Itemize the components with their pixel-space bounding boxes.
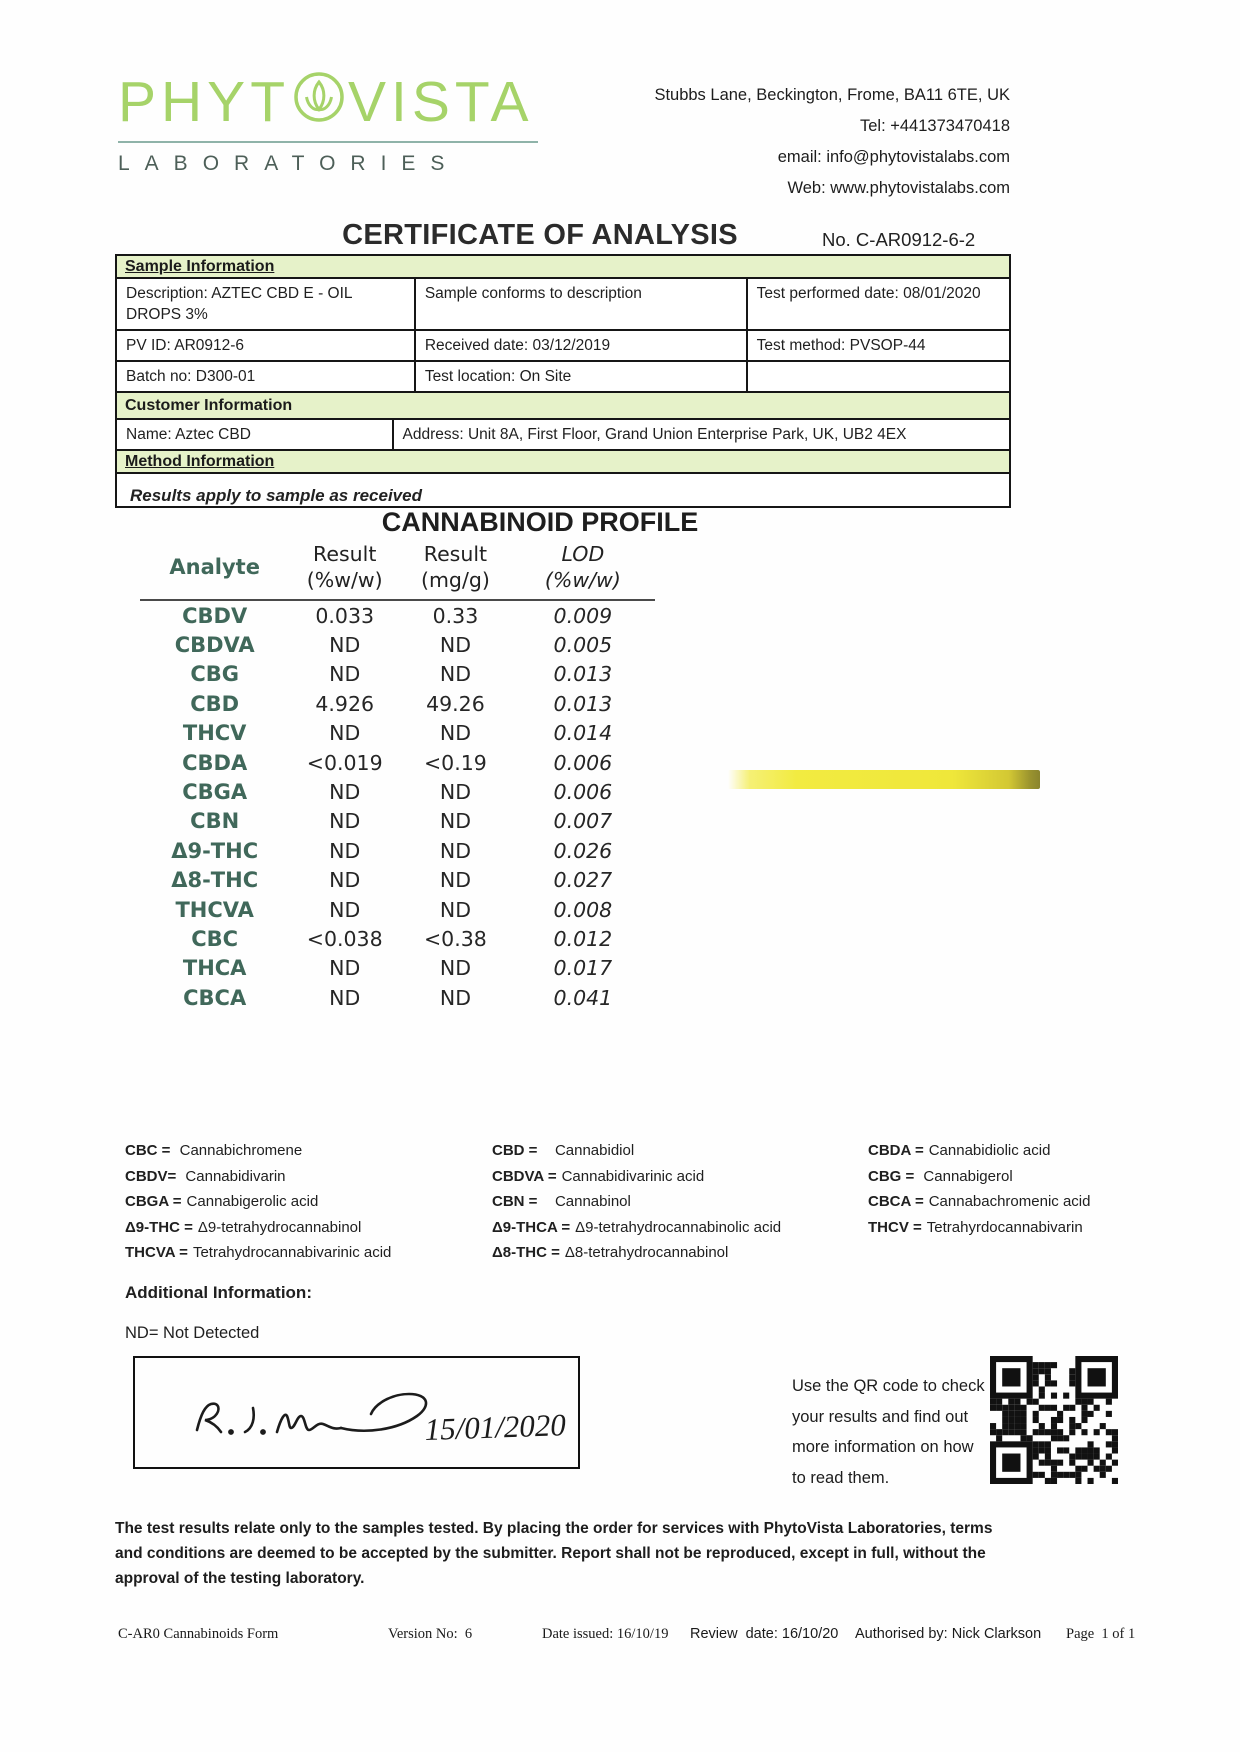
lod-column-header [511,541,655,593]
qr-note-line: more information on how [792,1438,974,1456]
lab-phone: Tel: +441373470418 [859,117,1010,135]
legend-item [125,1138,480,1164]
result-pct: <0.038 [306,926,383,951]
pv-id-cell: PV ID: AR0912-6 [117,331,416,360]
customer-information-header: Customer Information [117,391,1009,420]
lod-value: 0.005 [553,633,613,658]
result-pct: ND [329,809,361,834]
legend-item [492,1138,857,1164]
customer-address-cell: Address: Unit 8A, First Floor, Grand Union Enterprise Park, UK, UB2 4EX [402,426,907,443]
table-row [140,630,655,659]
result-mg: ND [439,985,471,1010]
result-pct: ND [329,633,361,658]
legend-item [868,1189,1218,1215]
batch-no-cell: Batch no: D300-01 [117,362,416,391]
result-mg: ND [439,868,471,893]
legend-item [868,1164,1218,1190]
result-mg-label: Result [423,542,488,566]
nd-note: ND= Not Detected [125,1324,260,1342]
footer-form-name: C-AR0 Cannabinoids Form [118,1626,279,1642]
phytovista-logo [118,70,538,176]
footer-review-date: Review date: 16/10/20 [690,1626,839,1642]
sample-conforms-cell: Sample conforms to description [416,279,748,329]
test-location-cell: Test location: On Site [416,362,748,391]
info-table [115,254,1011,508]
qr-note-line: your results and find out [792,1407,969,1426]
lab-contact-block [654,80,1010,204]
lod-label: LOD [561,542,605,566]
footer-date-issued: Date issued: 16/10/19 [542,1626,669,1642]
footer-page-number: Page 1 of 1 [1066,1626,1136,1642]
table-row [140,983,655,1012]
cannabinoid-table [140,541,655,1012]
table-row [140,660,655,689]
analyte-name: CBG [190,662,239,687]
table-row [117,279,1009,331]
legend-abbr: CBCA = [868,1193,924,1210]
legend-abbr: THCV = [868,1218,922,1236]
result-mg: <0.19 [424,750,487,775]
logo-subtitle: LABORATORIES [118,141,538,176]
footer-authorised-by: Authorised by: Nick Clarkson [855,1626,1042,1642]
legend-item [868,1215,1218,1241]
legend-item [125,1164,480,1190]
lab-email: email: info@phytovistalabs.com [777,148,1010,166]
disclaimer-text: The test results relate only to the samples tested. By placing the order for services with PhytoVista Laboratories, terms and conditions are deemed to be accepted by the submitter. Report shall not be reproduced, except in full, without the approval of the testing laboratory. [115,1520,993,1587]
result-mg: ND [439,780,471,805]
lod-unit: (%w/w) [544,568,621,592]
analyte-name: CBGA [182,780,248,805]
analyte-name: CBC [191,926,239,951]
legend-abbr: Δ9-THCA = [492,1218,571,1236]
logo-wordmark [118,70,538,134]
qr-instructions [792,1371,985,1493]
qr-code [990,1356,1118,1484]
table-row [140,866,655,895]
lod-value: 0.041 [553,985,613,1010]
results-note: Results apply to sample as received [130,486,422,505]
result-mg: ND [439,809,471,834]
leaf-circle-icon [292,70,346,134]
analyte-name: THCA [182,956,247,981]
table-row [140,954,655,983]
lod-value: 0.006 [553,750,613,775]
yellow-highlight-band [728,770,1040,789]
result-pct: ND [329,721,361,746]
legend-abbr: THCVA = [125,1244,188,1261]
result-pct: ND [329,985,361,1010]
legend-item [492,1240,857,1266]
table-row [117,420,1009,451]
legend-abbr: CBN = [492,1193,538,1210]
qr-note-line: to read them. [792,1468,890,1487]
lod-value: 0.007 [553,809,613,834]
legend-abbr: CBGA = [125,1193,182,1210]
result-mg: ND [439,956,471,981]
cannabinoid-profile-title: CANNABINOID PROFILE [381,507,699,537]
legend-name: Cannabidivarinic acid [561,1167,705,1185]
result-mg: ND [439,838,471,863]
table-row [140,924,655,953]
test-performed-date-cell: Test performed date: 08/01/2020 [756,285,981,302]
logo-text-vista: VISTA [348,69,534,134]
lab-address: Stubbs Lane, Beckington, Frome, BA11 6TE, UK [654,86,1010,104]
footer-version: Version No: 6 [388,1626,473,1642]
legend-column-3 [868,1138,1218,1240]
legend-name: Δ9-tetrahydrocannabinol [197,1218,362,1236]
legend-abbr: CBD = [492,1142,538,1159]
cannabinoid-table-header [140,541,655,601]
table-row [117,331,1009,362]
certificate-number: No. C-AR0912-6-2 [822,229,976,250]
certificate-title: CERTIFICATE OF ANALYSIS [342,219,738,251]
legend-abbr: CBDVA = [492,1167,557,1185]
result-mg: 0.33 [432,603,479,628]
table-row [140,777,655,806]
result-pct: ND [329,662,361,687]
legend-name: Cannabigerolic acid [186,1193,319,1210]
table-row [140,836,655,865]
legend-name: Cannabidiolic acid [928,1142,1051,1159]
legend-name: Cannabidiol [542,1142,635,1159]
legend-item [492,1189,857,1215]
test-method-cell: Test method: PVSOP-44 [756,337,926,354]
lod-value: 0.012 [553,926,613,951]
signature-date: 15/01/2020 [424,1407,567,1447]
sample-information-header: Sample Information [117,256,1009,279]
result-mg: 49.26 [426,691,485,716]
legend-name: Cannabidivarin [181,1167,286,1185]
result-pct: ND [329,956,361,981]
result-pct: 4.926 [315,691,375,716]
legend-name: Cannabinol [542,1193,631,1210]
empty-cell [748,362,1009,391]
analyte-name: CBDVA [174,633,255,658]
additional-information-title: Additional Information: [125,1283,312,1302]
legend-item [492,1215,857,1241]
analyte-name: CBCA [183,985,247,1010]
result-pct: ND [329,780,361,805]
result-mg: <0.38 [424,926,487,951]
lod-value: 0.013 [553,662,613,687]
legend-abbr: CBC = [125,1142,171,1159]
signature-graphic [135,1358,578,1466]
legend-item [492,1164,857,1190]
lod-value: 0.027 [553,868,613,893]
legend-item [125,1189,480,1215]
analyte-name: CBDV [182,603,248,628]
analyte-name: THCV [182,721,247,746]
result-mg: ND [439,897,471,922]
analyte-column-header: Analyte [169,555,260,579]
legend-abbr: CBG = [868,1167,915,1185]
result-mg: ND [439,662,471,687]
legend-name: Tetrahyrdocannabivarin [926,1218,1083,1236]
legend-name: Cannabigerol [919,1167,1013,1185]
legend-abbr: CBDV= [125,1167,177,1185]
result-mg-column-header [400,541,511,593]
analyte-name: CBDA [182,750,248,775]
result-pct: ND [329,838,361,863]
customer-name-cell: Name: Aztec CBD [117,420,394,449]
legend-name: Cannabachromenic acid [928,1193,1091,1210]
analyte-name: CBD [190,691,240,716]
legend-name: Δ8-tetrahydrocannabinol [564,1244,729,1261]
received-date-cell: Received date: 03/12/2019 [416,331,748,360]
table-row [140,689,655,718]
lod-value: 0.013 [553,691,613,716]
legend-name: Cannabichromene [175,1142,303,1159]
analyte-name: Δ9-THC [171,838,259,863]
table-row [140,719,655,748]
sample-description-cell: Description: AZTEC CBD E - OIL DROPS 3% [117,279,416,329]
legend-name: Tetrahydrocannabivarinic acid [192,1244,392,1261]
signature-box [133,1356,580,1469]
legend-item [125,1240,480,1266]
table-row [140,807,655,836]
legend-item [125,1215,480,1241]
result-mg: ND [439,633,471,658]
lod-value: 0.014 [553,721,613,746]
legend-abbr: Δ9-THC = [125,1218,193,1236]
result-mg-unit: (mg/g) [420,568,490,592]
qr-note-line: Use the QR code to check [792,1377,985,1395]
lod-value: 0.026 [553,838,613,863]
lod-value: 0.008 [553,897,613,922]
result-pct: ND [329,897,361,922]
result-pct-column-header [289,541,400,593]
legend-abbr: Δ8-THC = [492,1244,560,1261]
legend-item [868,1138,1218,1164]
legend-column-2 [492,1138,857,1266]
legend-abbr: CBDA = [868,1142,924,1159]
analyte-name: THCVA [175,897,254,922]
method-information-header: Method Information [117,449,1009,474]
analyte-name: CBN [190,809,240,834]
table-row [117,362,1009,393]
result-pct-unit: (%w/w) [306,568,383,592]
logo-text-phyt: PHYT [118,69,291,134]
table-row [140,895,655,924]
result-pct: 0.033 [315,603,375,628]
lod-value: 0.009 [553,603,613,628]
table-row [140,601,655,630]
result-pct-label: Result [313,542,377,566]
lod-value: 0.006 [553,780,613,805]
lod-value: 0.017 [553,956,613,981]
result-pct: ND [329,868,361,893]
table-row [140,748,655,777]
analyte-name: Δ8-THC [171,868,259,893]
result-pct: <0.019 [306,750,383,775]
result-mg: ND [439,721,471,746]
lab-website: Web: www.phytovistalabs.com [787,179,1010,197]
legend-name: Δ9-tetrahydrocannabinolic acid [575,1218,782,1236]
legend-column-1 [125,1138,480,1266]
